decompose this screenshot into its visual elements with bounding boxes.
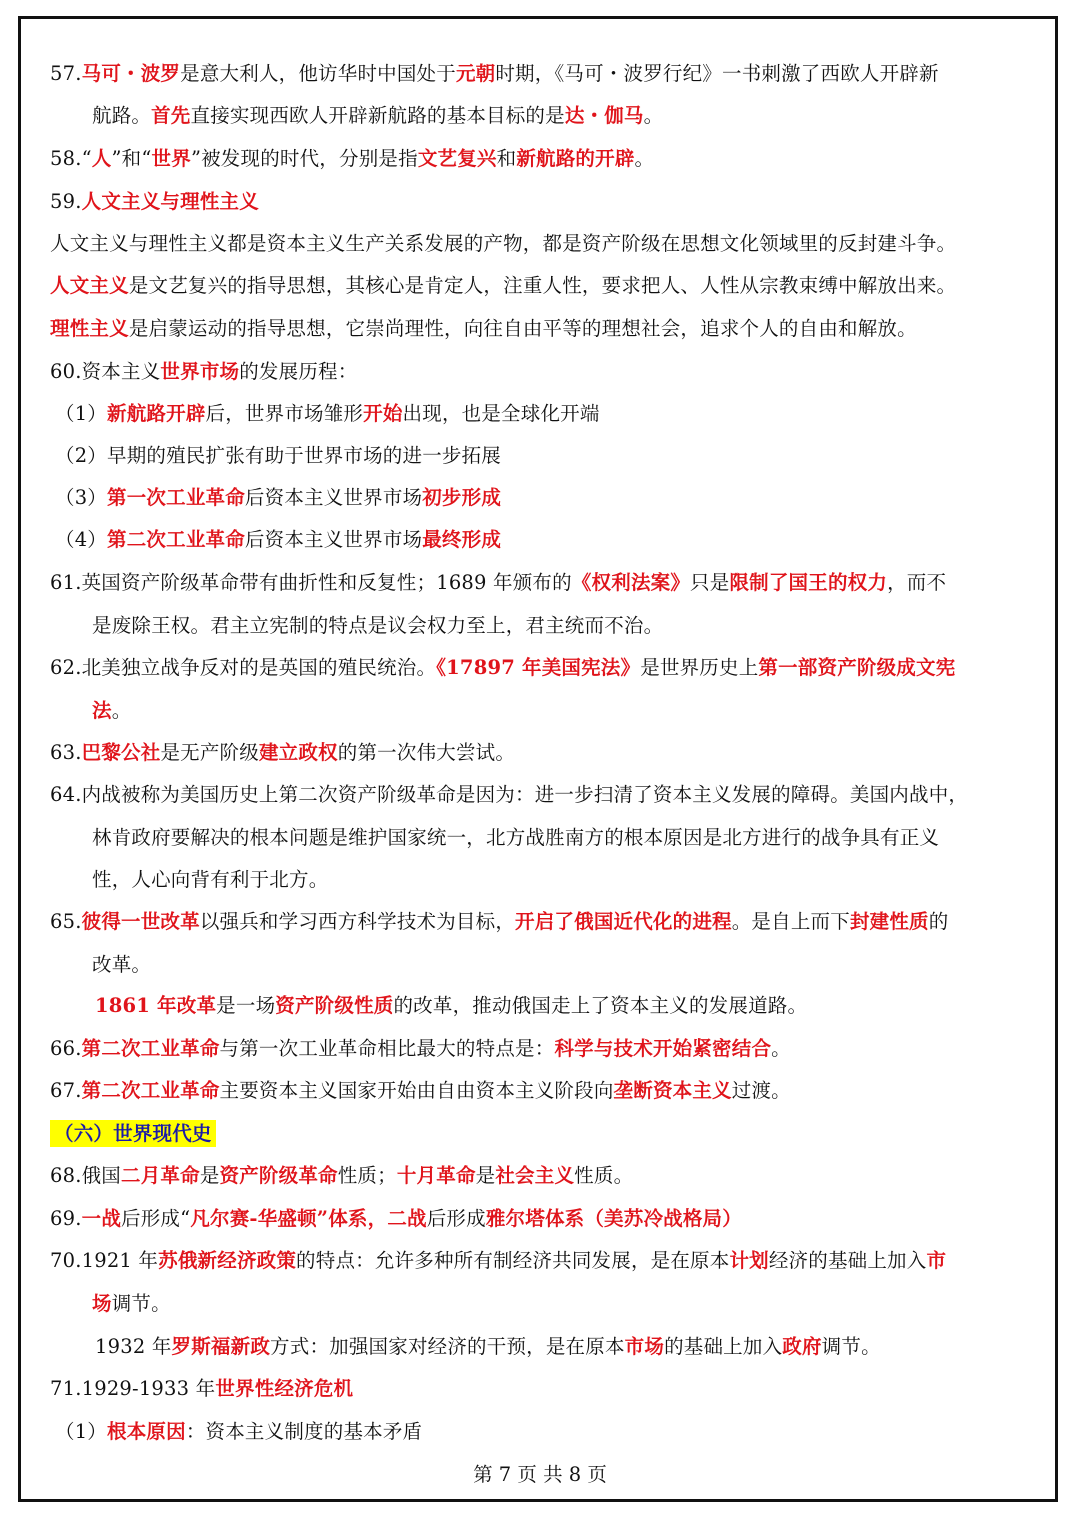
text-run: 71.1929-1933 年	[50, 1377, 216, 1400]
text-run: 后资本主义世界市场	[244, 528, 423, 551]
text-run: 航路。	[92, 104, 152, 127]
text-run: 方式：加强国家对经济的干预，是在原本	[270, 1335, 625, 1358]
key-term: 彼得一世改革	[81, 910, 200, 933]
key-term: 人文主义与理性主义	[81, 190, 259, 213]
text-run: 63.	[50, 741, 82, 764]
text-run: 是	[475, 1164, 496, 1187]
text-run: 68.俄国	[50, 1164, 122, 1187]
text-run: 67.	[50, 1079, 82, 1102]
text-line	[55, 526, 501, 554]
text-run: 。是自上而下	[731, 910, 850, 933]
key-term: 限制了国王的权力	[729, 571, 888, 594]
key-term: 二月革命	[121, 1164, 200, 1187]
key-term: 人	[91, 147, 112, 170]
text-run: 是启蒙运动的指导思想，它崇尚理性，向往自由平等的理想社会，追求个人的自由和解放。	[128, 317, 917, 340]
text-line	[92, 1290, 171, 1318]
key-term: 第二次工业革命	[81, 1037, 220, 1060]
text-run: 调节。	[821, 1335, 881, 1358]
text-run: 66.	[50, 1037, 82, 1060]
text-line	[50, 908, 948, 936]
key-term: 罗斯福新政	[171, 1335, 271, 1358]
text-line	[92, 951, 151, 979]
key-term: 《17897 年美国宪法》	[436, 656, 641, 679]
text-run: 1932 年	[95, 1335, 172, 1358]
text-run: 61.英国资产阶级革命带有曲折性和反复性；1689 年颁布的	[50, 571, 572, 594]
text-line	[50, 1375, 353, 1403]
text-line	[92, 866, 328, 894]
key-term: 市场	[624, 1335, 665, 1358]
text-run: 后形成“	[121, 1207, 191, 1230]
key-term: 最终形成	[422, 528, 502, 551]
key-term: 社会主义	[495, 1164, 575, 1187]
text-line	[95, 1333, 881, 1361]
key-term: 开启了俄国近代化的进程	[515, 910, 732, 933]
text-run: 69.	[50, 1207, 82, 1230]
text-run: 性质。	[574, 1164, 634, 1187]
text-line	[55, 400, 600, 428]
text-line	[50, 1247, 946, 1275]
key-term: 科学与技术开始紧密结合	[554, 1037, 772, 1060]
key-term: 首先	[151, 104, 191, 127]
text-run: （4）	[55, 528, 108, 551]
text-run: 后形成	[426, 1207, 486, 1230]
key-term: 凡尔赛-华盛顿”体系，二战	[190, 1207, 427, 1230]
key-term: 世界	[151, 147, 191, 170]
text-run: 57.	[50, 62, 82, 85]
key-term: 《权利法案》	[571, 571, 691, 594]
key-term: 达・伽马	[564, 104, 644, 127]
key-term: 新航路的开辟	[516, 147, 635, 170]
text-line	[50, 569, 946, 597]
text-line	[92, 697, 131, 725]
text-line	[50, 1120, 216, 1148]
key-term: 第一部资产阶级成文宪	[758, 656, 956, 679]
text-run: 64.内战被称为美国历史上第二次资产阶级革命是因为：进一步扫清了资本主义发展的障碍。美国内战中，	[50, 783, 969, 806]
key-term: 法	[92, 699, 112, 722]
text-run: 性质；	[337, 1164, 397, 1187]
section-heading: （六）世界现代史	[50, 1120, 216, 1147]
text-run: 。	[643, 104, 664, 127]
key-term: 场	[92, 1292, 112, 1315]
text-run: 是意大利人，他访华时中国处于	[180, 62, 456, 85]
text-line	[50, 1205, 742, 1233]
text-run: 。	[111, 699, 132, 722]
text-line	[55, 1418, 422, 1446]
text-run: 出现，也是全球化开端	[402, 402, 600, 425]
key-term: 元朝	[455, 62, 496, 85]
text-line	[50, 358, 357, 386]
key-term: 封建性质	[849, 910, 929, 933]
text-line	[50, 1035, 791, 1063]
text-run: 人文主义与理性主义都是资本主义生产关系发展的产物，都是资产阶级在思想文化领域里的反封建斗争。	[50, 232, 957, 255]
key-term: 巴黎公社	[81, 741, 161, 764]
text-run: 59.	[50, 190, 82, 213]
key-term: 苏俄新经济政策	[158, 1249, 297, 1272]
text-run: （2）早期的殖民扩张有助于世界市场的进一步拓展	[55, 444, 502, 467]
text-run: （3）	[55, 486, 108, 509]
text-run: 直接实现西欧人开辟新航路的基本目标的是	[190, 104, 565, 127]
text-run: 的改革，推动俄国走上了资本主义的发展道路。	[393, 994, 808, 1017]
text-line	[92, 824, 939, 852]
key-term: 垄断资本主义	[613, 1079, 732, 1102]
key-term: 世界市场	[160, 360, 240, 383]
key-term: 人文主义	[50, 274, 129, 297]
text-run: 的第一次伟大尝试。	[337, 741, 516, 764]
key-term: 开始	[363, 402, 403, 425]
text-line	[50, 188, 259, 216]
text-line	[50, 654, 955, 682]
key-term: 政府	[782, 1335, 822, 1358]
text-run: 性，人心向背有利于北方。	[92, 868, 329, 891]
text-run: 58.“	[50, 147, 92, 170]
text-run: 是世界历史上	[640, 656, 759, 679]
key-term: 第二次工业革命	[81, 1079, 220, 1102]
text-run: 。	[771, 1037, 791, 1060]
key-term: 初步形成	[422, 486, 502, 509]
text-line	[55, 484, 501, 512]
text-run: 调节。	[111, 1292, 171, 1315]
text-line	[50, 1077, 791, 1105]
key-term: 理性主义	[50, 317, 129, 340]
text-run: 是废除王权。君主立宪制的特点是议会权力至上，君主统而不治。	[92, 614, 664, 637]
key-term: 资产阶级革命	[219, 1164, 338, 1187]
key-term: 第二次工业革命	[107, 528, 245, 551]
text-run: 和	[496, 147, 517, 170]
key-term: 世界性经济危机	[215, 1377, 354, 1400]
text-line	[50, 145, 654, 173]
key-term: 根本原因	[107, 1420, 186, 1443]
text-run: 经济的基础上加入	[768, 1249, 927, 1272]
text-run: （1）	[55, 402, 108, 425]
text-line	[50, 272, 956, 300]
text-run: （1）	[55, 1420, 108, 1443]
text-run: 后，世界市场雏形	[205, 402, 364, 425]
key-term: 雅尔塔体系（美苏冷战格局）	[485, 1207, 742, 1230]
key-term: 资产阶级性质	[275, 994, 394, 1017]
key-term: 第一次工业革命	[107, 486, 245, 509]
key-term: 1861 年改革	[95, 994, 217, 1017]
text-run: 改革。	[92, 953, 152, 976]
text-line	[50, 781, 968, 809]
text-run: 是无产阶级	[160, 741, 259, 764]
text-run: ”被发现的时代，分别是指	[190, 147, 418, 170]
text-run: 过渡。	[731, 1079, 791, 1102]
text-line	[50, 315, 917, 343]
text-run: 是	[199, 1164, 220, 1187]
text-run: ：资本主义制度的基本矛盾	[185, 1420, 423, 1443]
text-line	[50, 230, 956, 258]
text-run: 林肯政府要解决的根本问题是维护国家统一，北方战胜南方的根本原因是北方进行的战争具有正义	[92, 826, 940, 849]
text-line	[55, 442, 501, 470]
text-run: 65.	[50, 910, 82, 933]
text-run: 70.1921 年	[50, 1249, 159, 1272]
text-run: ”和“	[111, 147, 152, 170]
text-line	[50, 739, 515, 767]
text-line	[92, 102, 663, 130]
text-line	[92, 612, 663, 640]
text-run: 后资本主义世界市场	[244, 486, 423, 509]
text-run: 是文艺复兴的指导思想，其核心是肯定人，注重人性，要求把人、人性从宗教束缚中解放出来。	[128, 274, 957, 297]
text-run: 是一场	[216, 994, 276, 1017]
text-run: 。	[634, 147, 655, 170]
key-term: 计划	[729, 1249, 769, 1272]
text-run: 60.资本主义	[50, 360, 161, 383]
text-run: 的特点：允许多种所有制经济共同发展，是在原本	[296, 1249, 730, 1272]
text-line	[50, 60, 939, 88]
key-term: 文艺复兴	[417, 147, 497, 170]
text-run: 的发展历程：	[239, 360, 358, 383]
text-run: ，而不	[887, 571, 947, 594]
text-run: 62.北美独立战争反对的是英国的殖民统治。	[50, 656, 437, 679]
key-term: 十月革命	[396, 1164, 476, 1187]
key-term: 一战	[81, 1207, 122, 1230]
page-footer: 第 7 页 共 8 页	[473, 1463, 607, 1486]
text-run: 以强兵和学习西方科学技术为目标，	[199, 910, 516, 933]
text-run: 时期，《马可・波罗行纪》一书刺激了西欧人开辟新	[495, 62, 939, 85]
key-term: 新航路开辟	[107, 402, 206, 425]
text-line	[95, 992, 807, 1020]
text-run: 的基础上加入	[664, 1335, 783, 1358]
text-run: 的	[928, 910, 949, 933]
key-term: 马可・波罗	[81, 62, 181, 85]
key-term: 市	[926, 1249, 947, 1272]
text-run: 主要资本主义国家开始由自由资本主义阶段向	[219, 1079, 614, 1102]
text-run: 与第一次工业革命相比最大的特点是：	[219, 1037, 555, 1060]
key-term: 建立政权	[258, 741, 338, 764]
text-run: 只是	[690, 571, 730, 594]
text-line	[50, 1162, 633, 1190]
